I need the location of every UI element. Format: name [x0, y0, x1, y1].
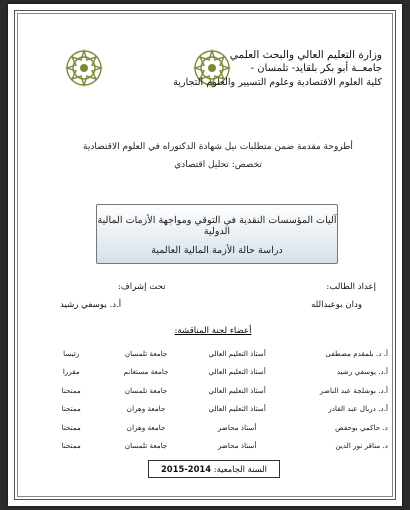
institution-header — [152, 48, 382, 90]
thesis-title: آليات المؤسسات النقدية في التوقي ومواجهة الأزمات المالية الدولية — [97, 215, 337, 237]
committee-row — [42, 418, 390, 437]
committee-row — [42, 437, 390, 456]
student-name: ودان بوعبدالله — [311, 300, 362, 310]
academic-year-value: 2014-2015 — [160, 464, 212, 474]
committee-role: ممتحنا — [61, 404, 81, 414]
committee-rank: أستاذ التعليم العالي — [208, 404, 266, 414]
prepared-by-label: إعداد الطالب: — [326, 282, 376, 292]
thesis-subtitle: دراسة حالة الأزمة المالية العالمية — [151, 245, 283, 256]
committee-rank: أستاذ محاضر — [217, 441, 257, 451]
committee-rank: أستاذ التعليم العالي — [208, 348, 266, 358]
committee-role: ممتحنا — [61, 385, 81, 395]
faculty-line: كلية العلوم الاقتصادية وعلوم التسيير والعلوم التجارية — [173, 77, 382, 88]
academic-year-box — [148, 460, 280, 478]
committee-univ: جامعة تلمسان — [124, 348, 168, 358]
committee-role: مقررا — [62, 367, 80, 377]
specialty-line: تخصص: تحليل اقتصادي — [174, 160, 262, 170]
university-line: جامعــة أبو بكر بلقايد- تلمسان - — [250, 63, 382, 74]
committee-rank: أستاذ التعليم العالي — [208, 367, 266, 377]
committee-role: ممتحنا — [61, 422, 81, 432]
committee-role: رئيسا — [63, 348, 80, 358]
committee-name: أ.د. دربال عبد القادر — [328, 404, 388, 414]
committee-row — [42, 363, 390, 382]
document-page — [8, 4, 402, 506]
committee-name: أ.د. يوسفي رشيد — [336, 367, 388, 377]
committee-table — [42, 344, 390, 455]
committee-univ: جامعة مستغانم — [123, 367, 169, 377]
ministry-line: وزارة التعليم العالي والبحث العلمي — [229, 49, 382, 61]
supervisor-label: تحت إشراف: — [118, 282, 166, 292]
committee-name: أ.د. بوشلجة عبد الناصر — [319, 385, 388, 395]
committee-univ: جامعة تلمسان — [124, 385, 168, 395]
committee-row — [42, 381, 390, 400]
thesis-statement: أطروحة مقدمة ضمن متطلبات نيل شهادة الدكتوراه في العلوم الاقتصادية — [83, 142, 353, 152]
committee-name: د. مناقر نور الدين — [335, 441, 388, 451]
committee-row — [42, 400, 390, 419]
academic-year-label: السنة الجامعية: — [213, 464, 267, 474]
committee-rank: أستاذ التعليم العالي — [208, 385, 266, 395]
committee-rank: أستاذ محاضر — [217, 422, 257, 432]
committee-name: أ. د. بلمقدم مصطفى — [325, 348, 388, 358]
university-emblem-icon — [64, 48, 104, 88]
thesis-title-box — [96, 204, 338, 264]
committee-row — [42, 344, 390, 363]
committee-name: د. حاكمي بوحفص — [335, 422, 388, 432]
committee-univ: جامعة وهران — [126, 404, 166, 414]
committee-heading: أعضاء لجنة المناقشة: — [174, 326, 252, 336]
committee-univ: جامعة تلمسان — [124, 441, 168, 451]
committee-univ: جامعة وهران — [126, 422, 166, 432]
committee-role: ممتحنا — [61, 441, 81, 451]
supervisor-name: أ.د. يوسفي رشيد — [60, 300, 122, 310]
